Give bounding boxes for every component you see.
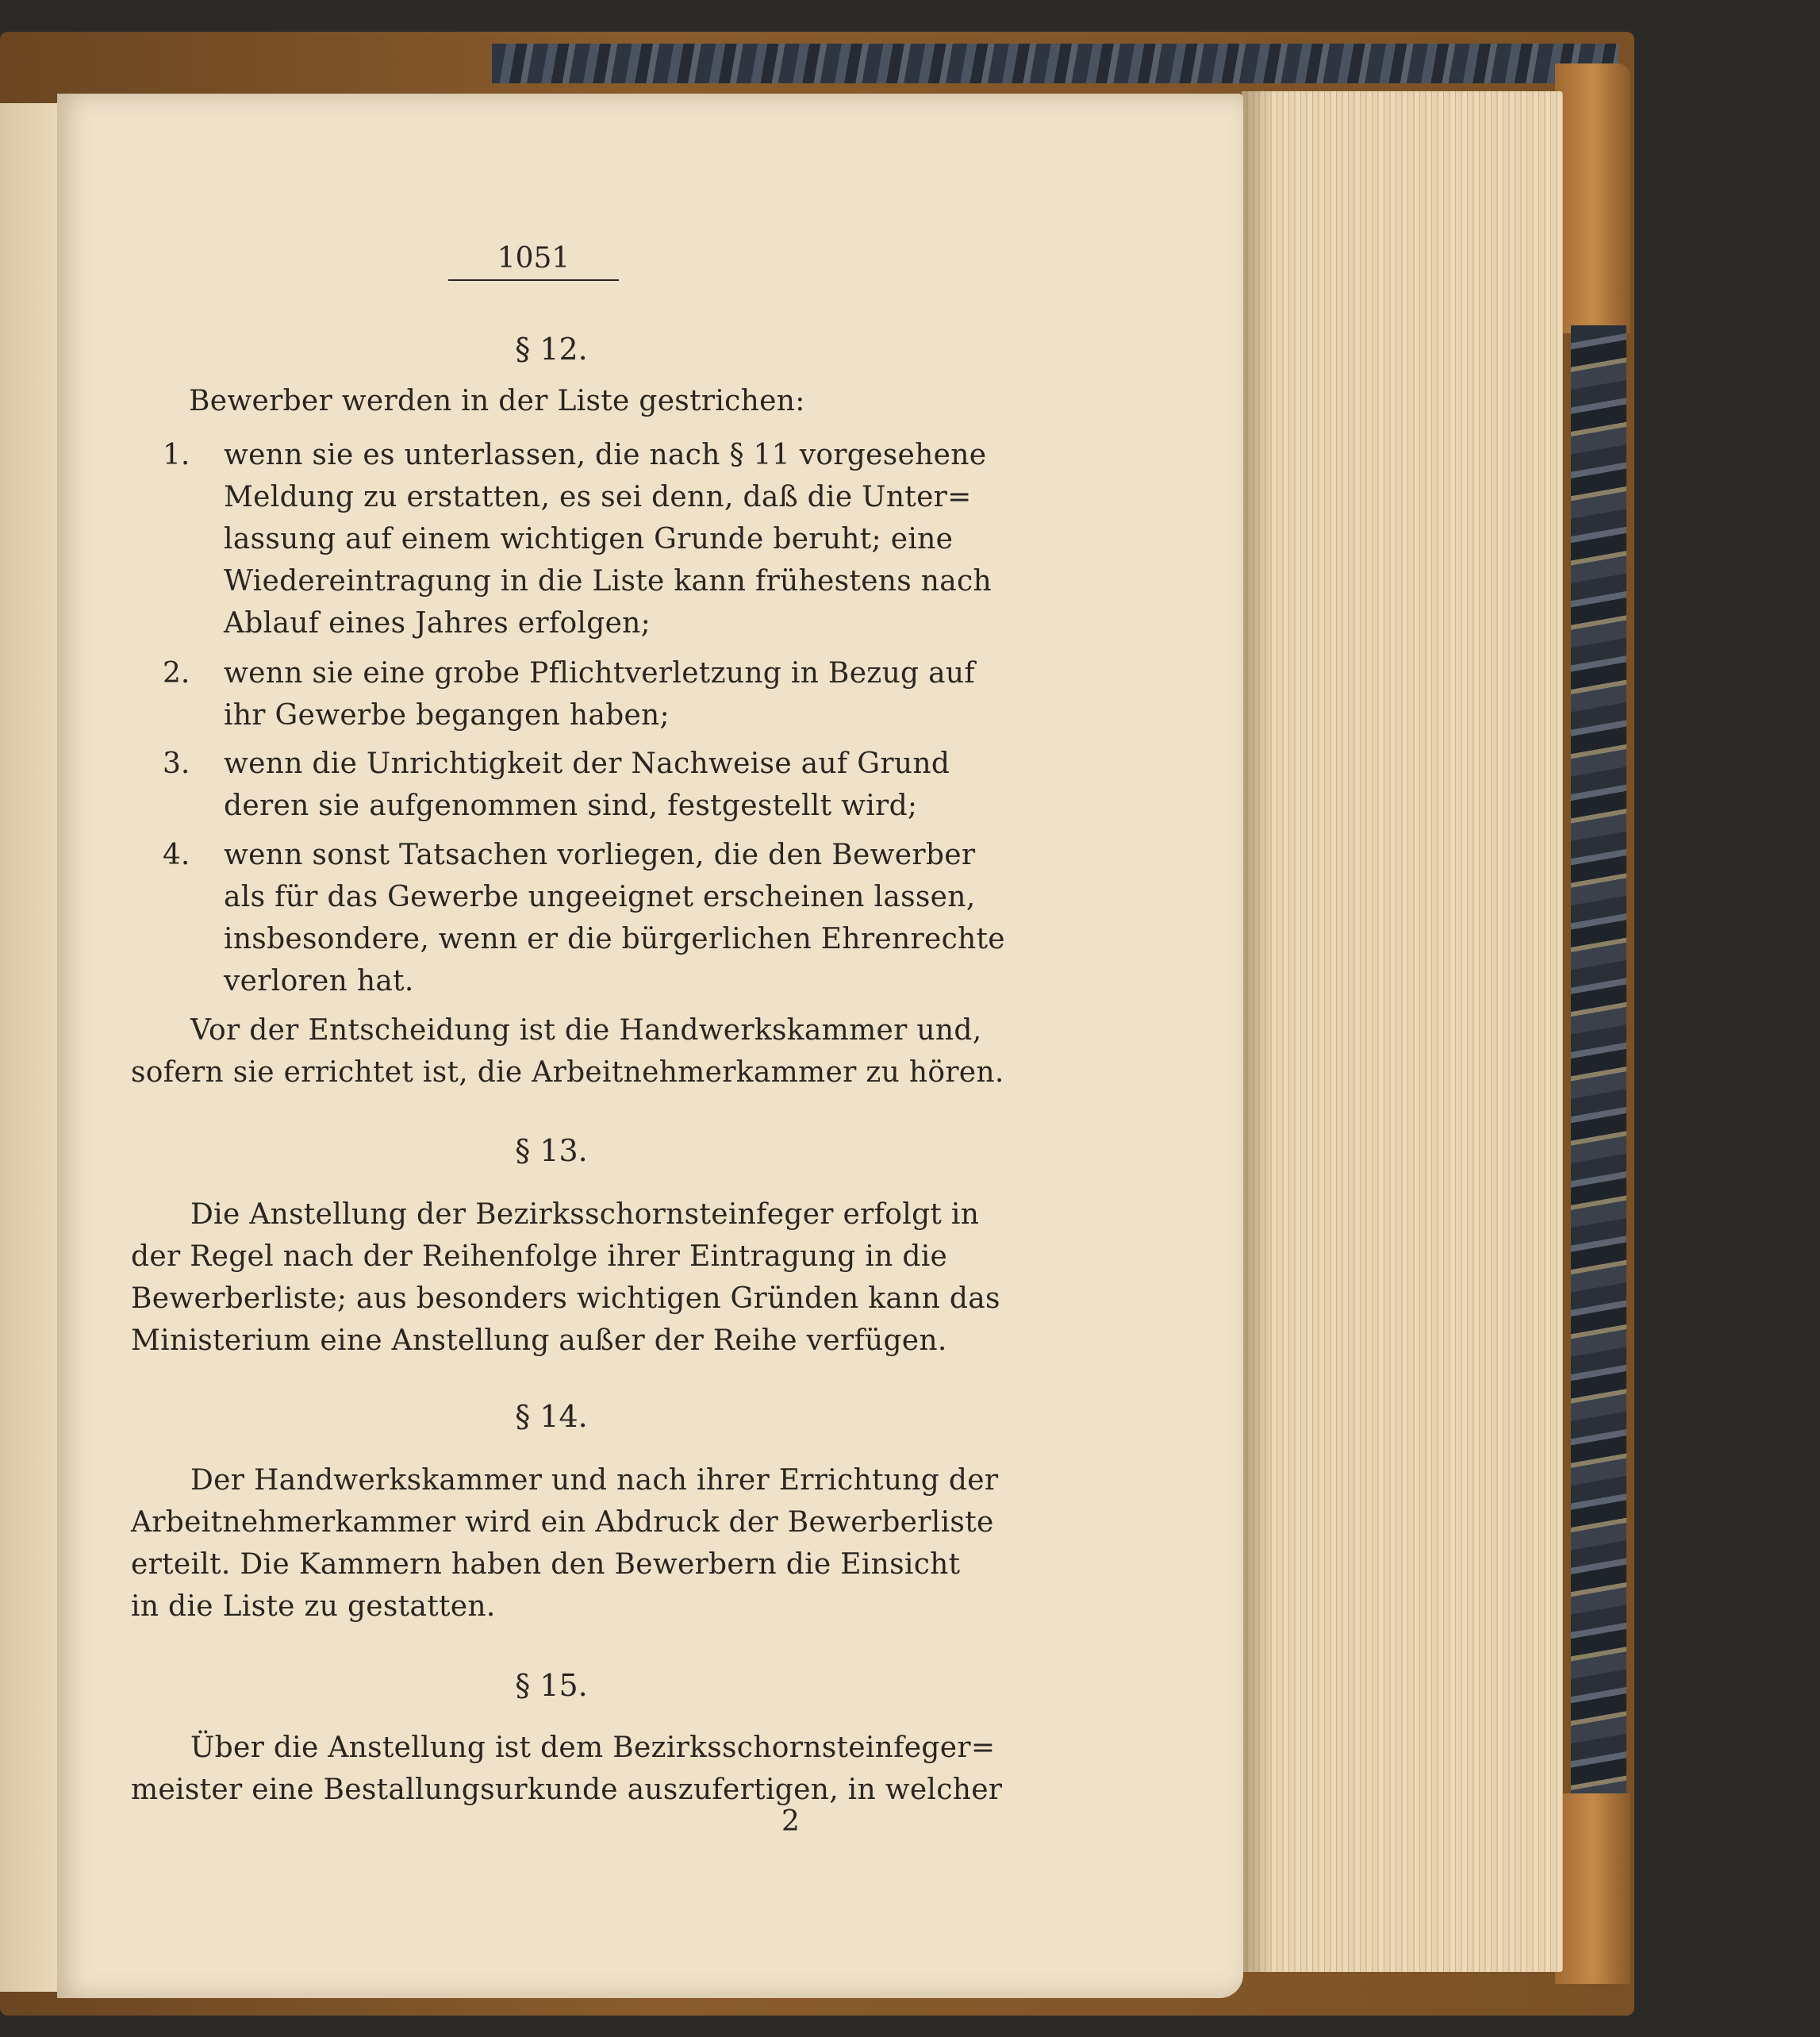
- item-number: 2.: [163, 657, 190, 690]
- marbled-board-top: [492, 44, 1618, 83]
- page-block: [1242, 91, 1563, 1972]
- section-14-line: Der Handwerkskammer und nach ihrer Errichtung der: [190, 1464, 999, 1497]
- item-line: insbesondere, wenn er die bürgerlichen Ehrenrechte: [224, 923, 1005, 955]
- section-14-line: erteilt. Die Kammern haben den Bewerbern die Einsicht: [131, 1548, 961, 1581]
- section-13-line: Bewerberliste; aus besonders wichtigen Gründen kann das: [131, 1282, 1000, 1315]
- item-line: als für das Gewerbe ungeeignet erscheinen lassen,: [224, 881, 976, 913]
- item-line: Ablauf eines Jahres erfolgen;: [224, 607, 651, 640]
- left-page-edge: [0, 103, 60, 1992]
- section-12-closing: Vor der Entscheidung ist die Handwerkskammer und,: [190, 1014, 982, 1047]
- item-number: 3.: [163, 748, 190, 780]
- item-line: Wiedereintragung in die Liste kann frühestens nach: [224, 565, 992, 598]
- section-15-line: meister eine Bestallungsurkunde auszufertigen, in welcher: [131, 1774, 1003, 1806]
- item-number: 1.: [163, 439, 190, 471]
- item-line: wenn sonst Tatsachen vorliegen, die den Bewerber: [224, 839, 976, 871]
- item-line: wenn sie es unterlassen, die nach § 11 vorgesehene: [224, 439, 987, 471]
- item-line: wenn sie eine grobe Pflichtverletzung in Bezug auf: [224, 657, 976, 690]
- item-line: ihr Gewerbe begangen haben;: [224, 699, 670, 732]
- section-heading-15: § 15.: [515, 1668, 588, 1703]
- section-13-line: Ministerium eine Anstellung außer der Reihe verfügen.: [131, 1324, 947, 1357]
- marbled-board-right: [1571, 325, 1626, 1801]
- section-12-intro: Bewerber werden in der Liste gestrichen:: [189, 385, 805, 417]
- item-line: deren sie aufgenommen sind, festgestellt wird;: [224, 790, 918, 822]
- item-line: verloren hat.: [224, 965, 414, 997]
- item-line: lassung auf einem wichtigen Grunde beruht; eine: [224, 523, 954, 555]
- leather-corner-top: [1555, 63, 1630, 333]
- section-13-line: Die Anstellung der Bezirksschornsteinfeger erfolgt in: [190, 1198, 980, 1231]
- signature-mark: 2: [781, 1805, 800, 1838]
- section-13-line: der Regel nach der Reihenfolge ihrer Eintragung in die: [131, 1240, 948, 1273]
- leather-corner-bottom: [1555, 1793, 1630, 1984]
- section-12-closing: sofern sie errichtet ist, die Arbeitnehmerkammer zu hören.: [131, 1056, 1004, 1089]
- section-heading-13: § 13.: [515, 1133, 588, 1168]
- section-14-line: in die Liste zu gestatten.: [131, 1590, 496, 1623]
- section-15-line: Über die Anstellung ist dem Bezirksschornsteinfeger=: [190, 1731, 996, 1764]
- section-14-line: Arbeitnehmerkammer wird ein Abdruck der Bewerberliste: [131, 1506, 994, 1539]
- item-line: Meldung zu erstatten, es sei denn, daß die Unter=: [224, 481, 972, 513]
- page-number: 1051: [448, 242, 619, 281]
- item-line: wenn die Unrichtigkeit der Nachweise auf Grund: [224, 748, 950, 780]
- item-number: 4.: [163, 839, 190, 871]
- section-heading-14: § 14.: [515, 1399, 588, 1434]
- section-heading-12: § 12.: [515, 332, 588, 367]
